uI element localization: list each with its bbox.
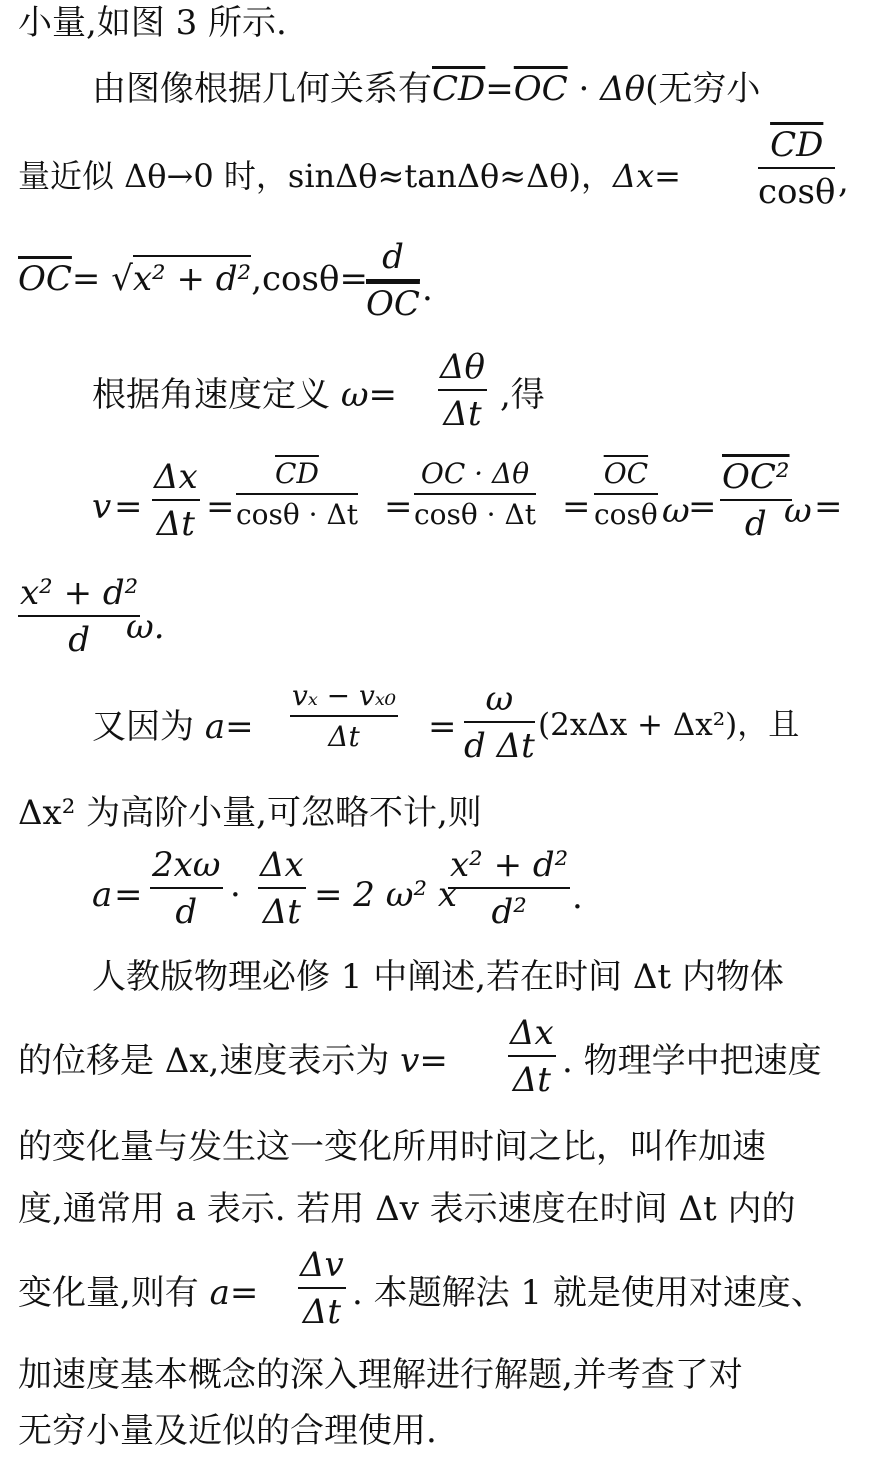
math-a: a [204, 707, 226, 747]
fraction-numerator: $\overline{CD}$ [758, 128, 835, 169]
fraction-denominator: cosθ · Δt [236, 498, 358, 531]
text-line-4 [18, 259, 368, 299]
fraction-numerator: Δx [152, 460, 200, 501]
fraction-denominator: d [175, 892, 198, 932]
fraction-numerator: $\overline{OC}$ [594, 460, 658, 495]
fraction-cd-over-cos-dt [236, 457, 358, 531]
text-tail: . 物理学中把速度 [562, 1041, 822, 1081]
math-a: a [209, 1273, 230, 1313]
text-tail: ,得 [500, 375, 545, 415]
math-omega: ω [784, 491, 812, 531]
text-line-9: Δx² 为高阶小量,可忽略不计,则 [18, 793, 482, 833]
math-equals: = [368, 375, 398, 415]
text-line-1: 小量,如图 3 所示. [18, 3, 287, 43]
math-equals: = [339, 259, 368, 299]
text-line-8 [92, 707, 254, 747]
fraction-denominator: d [68, 620, 91, 660]
text-line-11: 人教版物理必修 1 中阐述,若在时间 Δt 内物体 [92, 957, 784, 997]
text-line-3 [18, 157, 681, 195]
text-intro: 变化量,则有 [18, 1273, 199, 1313]
fraction-oc-over-cos [594, 457, 658, 531]
fraction-numerator: Δx [258, 848, 306, 889]
fraction-numerator: $\overline{CD}$ [236, 460, 358, 495]
text-tail: . 本题解法 1 就是使用对速度、 [352, 1273, 825, 1313]
math-oc: $\overline{OC}$ [513, 69, 568, 109]
math-equals: = [428, 707, 457, 747]
fraction-dtheta-over-dt [438, 347, 487, 434]
math-omega: ω [340, 375, 369, 415]
text-intro: 又因为 [92, 707, 194, 747]
fraction-2xomega-over-d [150, 845, 223, 932]
text-line-13: 的变化量与发生这一变化所用时间之比，叫作加速 [18, 1127, 766, 1167]
math-equals: = [71, 259, 101, 299]
text-line-15 [18, 1273, 259, 1313]
fraction-numerator: x² + d² [448, 848, 570, 889]
math-v: v [400, 1041, 420, 1081]
text-intro: 量近似 Δθ→0 时，sinΔθ≈tanΔθ≈Δθ)， [18, 157, 613, 195]
fraction-denominator: Δt [328, 720, 360, 753]
text-line-14: 度,通常用 a 表示. 若用 Δv 表示速度在时间 Δt 内的 [18, 1189, 796, 1229]
fraction-denominator: cosθ [758, 172, 836, 212]
math-equals: = [225, 707, 254, 747]
math-equals: = [688, 487, 717, 527]
text-tail: (无穷小 [645, 69, 761, 109]
math-equals: = [485, 69, 514, 109]
text-line-17: 无穷小量及近似的合理使用. [18, 1411, 437, 1451]
math-radicand: x² + d² [133, 255, 251, 299]
math-equals: = [654, 157, 681, 195]
fraction-x2d2-over-d [18, 573, 140, 660]
text-line-12 [18, 1041, 448, 1081]
math-oc: $\overline{OC}$ [18, 259, 72, 299]
fraction-numerator: Δx [508, 1016, 556, 1057]
math-omega: ω [662, 491, 690, 531]
text-omega-end: ω. [126, 607, 165, 647]
fraction-denominator: Δt [156, 504, 195, 544]
math-dot: · [230, 875, 241, 915]
fraction-d-over-oc [366, 237, 420, 324]
fraction-denominator: Δt [302, 1292, 341, 1332]
math-equals: = [384, 487, 413, 527]
fraction-numerator: OC · Δθ [414, 460, 536, 495]
fraction-oc-dtheta-over-cos-dt [414, 457, 536, 531]
math-equals: = [562, 487, 591, 527]
fraction-numerator: Δv [298, 1248, 346, 1289]
text-intro: 根据角速度定义 [92, 375, 330, 415]
fraction-cd-over-cos [758, 125, 836, 212]
text-line-16: 加速度基本概念的深入理解进行解题,并考查了对 [18, 1355, 743, 1395]
fraction-numerator: d [366, 240, 420, 281]
math-sqrt-sign: √ [111, 259, 133, 299]
fraction-denominator: d² [491, 892, 527, 932]
fraction-oc2-over-d [720, 457, 792, 544]
math-v: v [92, 487, 112, 527]
fraction-omega-over-d-dt [464, 679, 535, 766]
text-intro: 的位移是 Δx,速度表示为 [18, 1041, 390, 1081]
fraction-denominator: cosθ [594, 498, 658, 531]
fraction-numerator: OC² [720, 460, 792, 501]
fraction-denominator: Δt [443, 394, 482, 434]
math-2omega2x: = 2 ω² x [314, 875, 458, 915]
fraction-numerator: 2xω [150, 848, 223, 889]
math-equals: = [814, 487, 843, 527]
math-equals: = [114, 487, 143, 527]
fraction-denominator: Δt [262, 892, 301, 932]
fraction-vx-diff-over-dt [290, 679, 398, 753]
math-equals: = [114, 875, 143, 915]
fraction-dv-over-dt [298, 1245, 346, 1332]
fraction-x2d2-over-d2 [448, 845, 570, 932]
text-line-2 [92, 69, 761, 109]
math-cd: $\overline{CD}$ [432, 69, 486, 109]
fraction-numerator: vₓ − vₓ₀ [290, 682, 398, 717]
fraction-denominator: Δt [512, 1060, 551, 1100]
text-line-5 [92, 375, 398, 415]
text-intro: 由图像根据几何关系有 [92, 69, 432, 109]
math-equals: = [206, 487, 235, 527]
fraction-numerator: x² + d² [18, 576, 140, 617]
fraction-dx-over-dt [152, 457, 200, 544]
fraction-numerator: Δθ [438, 350, 487, 391]
fraction-dx-over-dt [258, 845, 306, 932]
text-paren-tail: (2xΔx + Δx²)，且 [538, 707, 800, 743]
fraction-denominator: d [744, 504, 767, 544]
math-dot: · [578, 69, 590, 109]
fraction-denominator: d Δt [464, 726, 535, 766]
fraction-numerator: ω [464, 682, 535, 723]
fraction-denominator: OC [366, 284, 420, 324]
math-equals: = [229, 1273, 259, 1313]
math-equals: = [419, 1041, 448, 1081]
math-dx: Δx [612, 157, 655, 195]
text-period: . [572, 877, 583, 917]
math-dtheta: Δθ [600, 69, 646, 109]
fraction-dx-over-dt [508, 1013, 556, 1100]
text-cos: ,cosθ [251, 259, 340, 299]
text-period: . [422, 269, 433, 309]
text-comma: , [838, 161, 849, 201]
math-a: a [92, 875, 113, 915]
fraction-denominator: cosθ · Δt [414, 498, 536, 531]
